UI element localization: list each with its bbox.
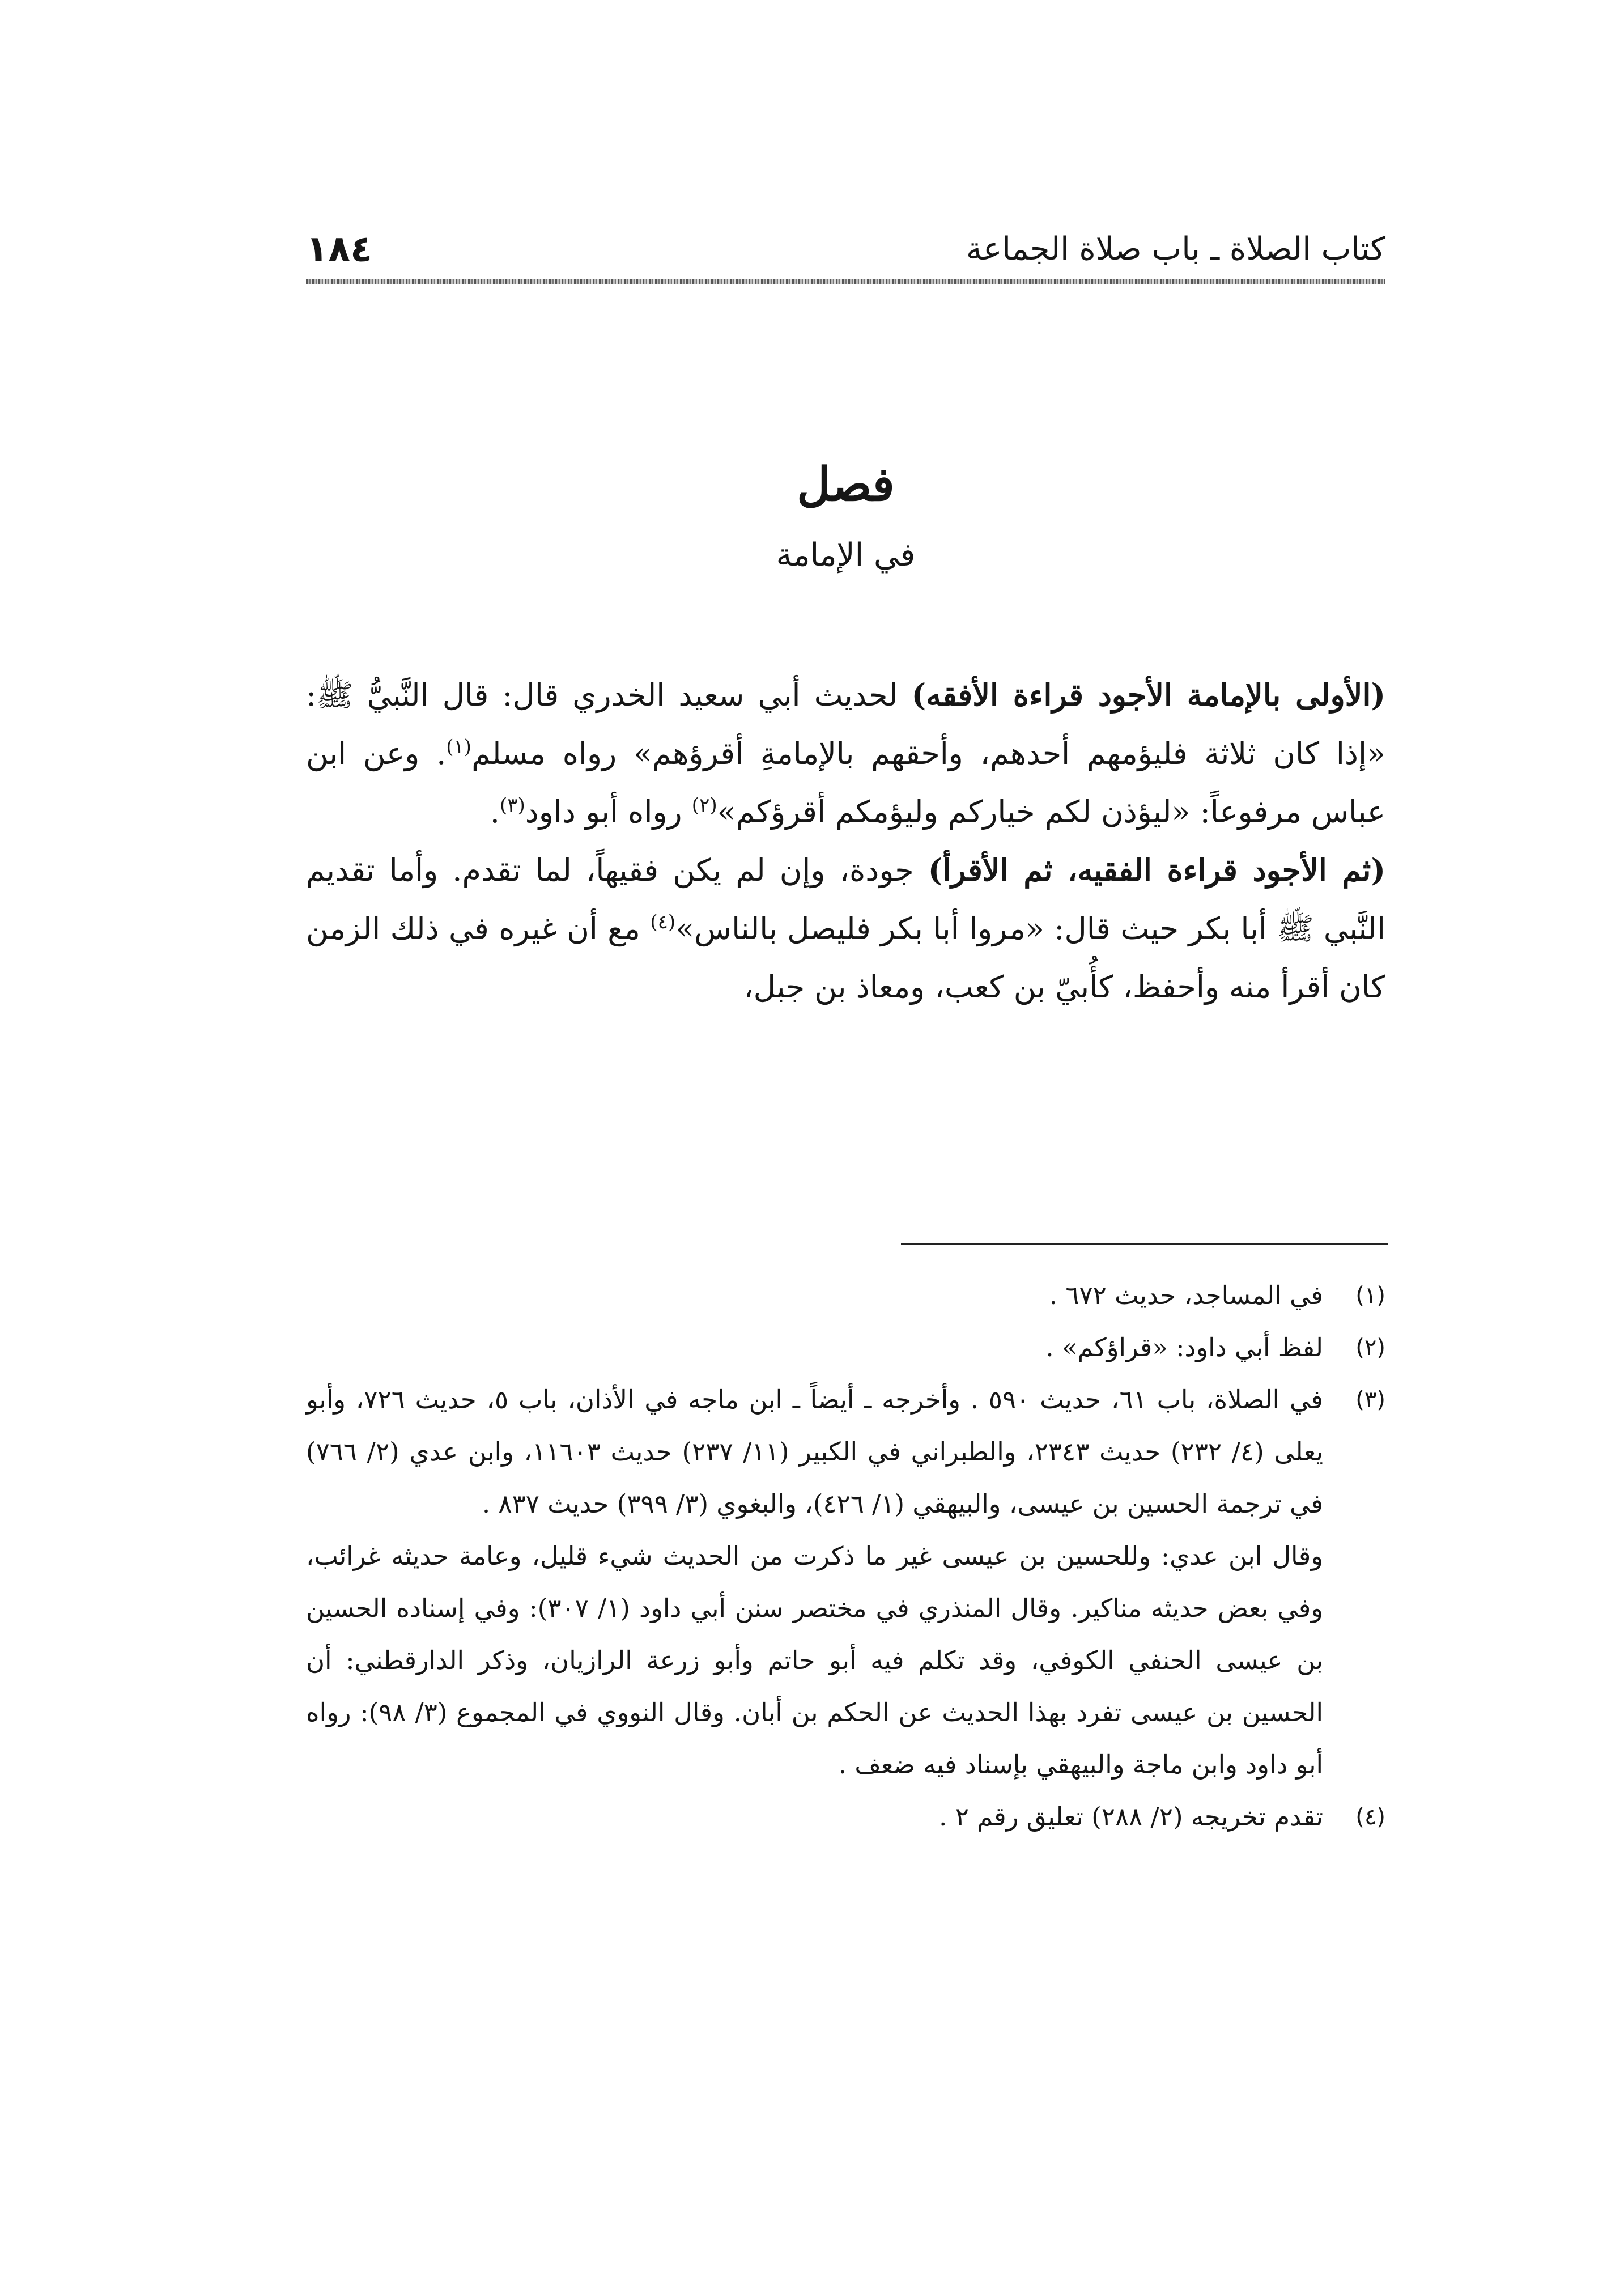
footnote-text: في الصلاة، باب ٦١، حديث ٥٩٠ . وأخرجه ـ أيضاً ـ ابن ماجه في الأذان، باب ٥، حديث ٧٢٦، وأبو يعلى (٤/ ٢٣٢) حديث ٢٣٤٣، والطبراني في الكبير (١١/ ٢٣٧) حديث ١١٦٠٣، وابن عدي (٢/ ٧٦٦) في ترجمة الحسين بن عيسى، والبيهقي (١/ ٤٢٦)، والبغوي (٣/ ٣٩٩) حديث ٨٣٧ . bbox=[306, 1385, 1324, 1519]
footnote-ref-3: (٣) bbox=[499, 794, 525, 817]
footnote-number: (٢) bbox=[1355, 1335, 1385, 1361]
paragraph-1-heading: (الأولى بالإمامة الأجود قراءة الأفقه) bbox=[911, 677, 1385, 713]
paragraph-1-text-b: . وعن ابن عباس مرفوعاً: «ليؤذن لكم خياركم وليؤمكم أقرؤكم» bbox=[306, 736, 1385, 830]
paragraph-2 bbox=[306, 841, 1385, 1016]
footnotes bbox=[306, 1269, 1385, 1843]
section-subtitle: في الإمامة bbox=[776, 537, 916, 574]
footnote-separator bbox=[901, 1243, 1388, 1245]
footnote-4 bbox=[306, 1791, 1385, 1843]
running-title: كتاب الصلاة ـ باب صلاة الجماعة bbox=[966, 231, 1385, 267]
paragraph-2-text-b: مع أن غيره في ذلك الزمن كان أقرأ منه وأحفظ، كأُبيّ بن كعب، ومعاذ بن جبل، bbox=[306, 911, 1385, 1005]
footnote-ref-2: (٢) bbox=[691, 794, 717, 817]
footnote-3 bbox=[306, 1374, 1385, 1530]
footnote-text: تقدم تخريجه (٢/ ٢٨٨) تعليق رقم ٢ . bbox=[939, 1802, 1323, 1832]
paragraph-2-text-a: جودة، وإن لم يكن فقيهاً، لما تقدم. وأما تقديم النَّبي ﷺ أبا بكر حيث قال: «مروا أبا بكر فليصل بالناس» bbox=[306, 852, 1385, 946]
footnote-3-continuation: وقال ابن عدي: وللحسين بن عيسى غير ما ذكرت من الحديث شيء قليل، وعامة حديثه غرائب، وفي بعض حديثه مناكير. وقال المنذري في مختصر سنن أبي داود (١/ ٣٠٧): وفي إسناده الحسين بن عيسى الحنفي الكوفي، وقد تكلم فيه أبو حاتم وأبو زرعة الرازيان، وذكر الدارقطني: أن الحسين بن عيسى تفرد بهذا الحديث عن الحكم بن أبان. وقال النووي في المجموع (٣/ ٩٨): رواه أبو داود وابن ماجة والبيهقي بإسناد فيه ضعف . bbox=[306, 1541, 1324, 1780]
section-title: فصل bbox=[797, 457, 895, 512]
paragraph-1-text-d: . bbox=[490, 794, 500, 830]
header-rule bbox=[306, 279, 1385, 284]
footnote-number: (١) bbox=[1355, 1283, 1385, 1309]
paragraph-1-text-a: لحديث أبي سعيد الخدري قال: قال النَّبيُّ ﷺ: «إذا كان ثلاثة فليؤمهم أحدهم، وأحقهم بالإمامةِ أقرؤهم» رواه مسلم bbox=[306, 677, 1385, 771]
main-text bbox=[306, 666, 1385, 1016]
page-number: ١٨٤ bbox=[306, 228, 373, 270]
footnote-number: (٤) bbox=[1355, 1804, 1385, 1830]
paragraph-2-heading: (ثم الأجود قراءة الفقيه، ثم الأقرأ) bbox=[928, 852, 1385, 888]
footnote-number: (٣) bbox=[1355, 1387, 1385, 1413]
footnote-ref-1: (١) bbox=[446, 736, 472, 758]
footnote-text: في المساجد، حديث ٦٧٢ . bbox=[1049, 1280, 1323, 1310]
page-header bbox=[306, 227, 1385, 272]
footnote-text: لفظ أبي داود: «قراؤكم» . bbox=[1045, 1332, 1323, 1362]
footnote-1 bbox=[306, 1269, 1385, 1322]
footnote-ref-4: (٤) bbox=[650, 911, 676, 933]
paragraph-1 bbox=[306, 666, 1385, 841]
footnote-2 bbox=[306, 1322, 1385, 1374]
paragraph-1-text-c: رواه أبو داود bbox=[525, 794, 692, 830]
